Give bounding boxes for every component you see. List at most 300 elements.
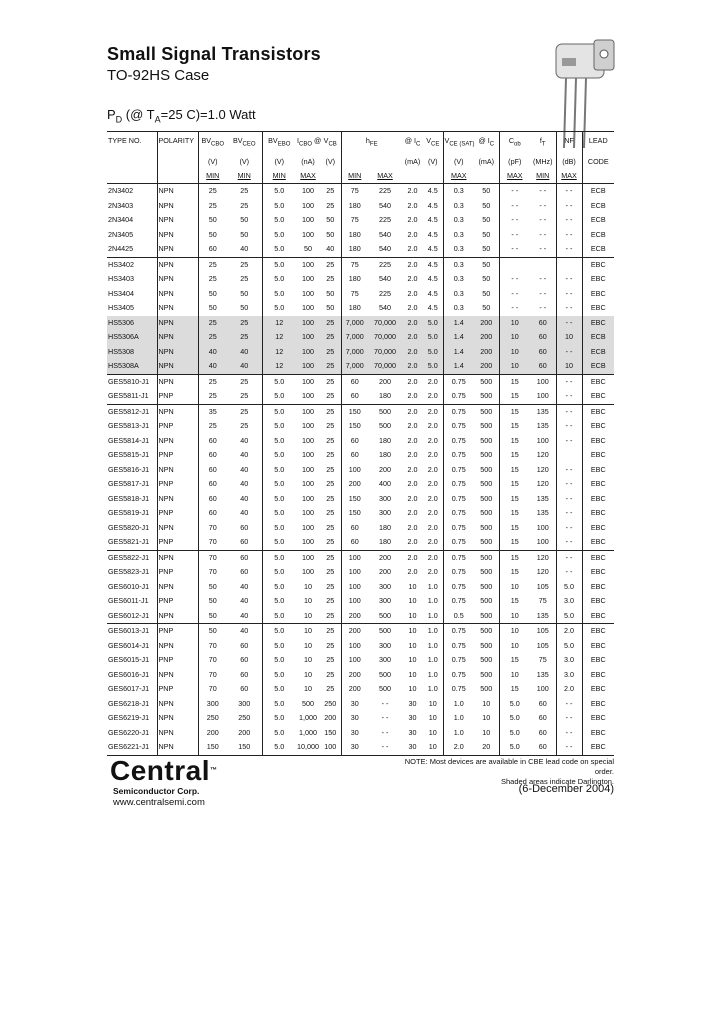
cell-ft: 135	[536, 508, 549, 517]
company-url[interactable]: www.centralsemi.com	[113, 797, 205, 808]
cell-polarity: NPN	[157, 213, 198, 228]
cell-type: GES6220-J1	[108, 727, 150, 737]
cell-type: HS3402	[108, 259, 134, 269]
cell-hfe-ic: 2.0	[407, 567, 418, 576]
cell-vcesat-ic: 500	[480, 493, 493, 503]
cell-vcesat-ic: 500	[480, 567, 493, 576]
cell-vcesat-ic: 50	[482, 229, 491, 239]
cell-cob: 10	[499, 345, 530, 360]
cell-icbo: 10	[304, 596, 312, 605]
cell-lead-code: EBC	[582, 609, 614, 624]
cell-bvceo: 250	[238, 713, 251, 722]
cell-hfe-max: - -	[381, 727, 389, 737]
cell-ft: 60	[538, 727, 547, 737]
cell-vce: 1.0	[427, 596, 438, 605]
cell-ft: 135	[536, 421, 549, 430]
cell-vcesat-ic: 50	[482, 186, 491, 195]
cell-nf: - -	[556, 419, 582, 434]
cell-bvcbo: 25	[198, 374, 227, 389]
cell-bvebo: 5.0	[262, 477, 296, 492]
table-row	[107, 434, 614, 449]
cell-bvcbo: 250	[198, 711, 227, 726]
cell-cob: 10	[499, 316, 530, 331]
cell-lead-code: ECB	[582, 242, 614, 257]
cell-nf: - -	[556, 492, 582, 507]
cell-hfe-min: 200	[341, 624, 368, 639]
cell-cob: 15	[499, 535, 530, 550]
cell-cob: 15	[499, 477, 530, 492]
cell-bvceo: 40	[240, 435, 249, 445]
cell-vcesat-ic: 500	[480, 626, 493, 635]
col-ft: $f_T$	[530, 132, 556, 156]
cell-type: GES5814-J1	[108, 435, 150, 445]
cell-vce: 2.0	[427, 479, 438, 488]
cell-icbo: 10	[304, 640, 312, 650]
cell-type: GES5821-J1	[107, 535, 157, 550]
cell-icbo: 100	[302, 406, 314, 416]
cell-cob: 15	[499, 550, 530, 565]
cell-polarity: PNP	[157, 653, 198, 668]
cell-lead-code: EBC	[582, 463, 614, 478]
cell-polarity: PNP	[157, 448, 198, 463]
cell-hfe-ic: 2.0	[407, 229, 418, 239]
cell-hfe-ic: 2.0	[402, 535, 423, 550]
cell-type: GES5819-J1	[108, 508, 150, 517]
cell-type: GES6221-J1	[107, 740, 157, 755]
cell-type: GES6218-J1	[108, 698, 150, 708]
cell-vcesat: 0.75	[443, 580, 474, 595]
cell-bvceo: 40	[240, 464, 249, 474]
cell-type: GES5812-J1	[108, 406, 150, 416]
cell-hfe-min: 60	[341, 535, 368, 550]
cell-polarity: NPN	[157, 639, 198, 654]
cell-vcesat: 2.0	[443, 740, 474, 755]
col-nf: NF	[556, 132, 582, 156]
cell-bvebo: 5.0	[262, 213, 296, 228]
cell-vcesat-ic: 20	[474, 740, 499, 755]
cell-bvebo: 5.0	[262, 272, 296, 287]
cell-icbo: 50	[296, 242, 320, 257]
cell-ft: 120	[536, 567, 549, 576]
cell-vcesat-ic: 500	[480, 640, 493, 650]
cell-ft: 120	[536, 450, 549, 459]
cell-vcb: 200	[324, 713, 337, 722]
cell-bvcbo: 70	[198, 565, 227, 580]
cell-ft: 100	[530, 535, 556, 550]
cell-bvebo: 5.0	[262, 506, 296, 521]
cell-cob: 10	[499, 668, 530, 683]
table-row	[107, 184, 614, 199]
table-row	[107, 697, 614, 712]
cell-hfe-max: - -	[381, 698, 389, 708]
cell-vcesat: 0.3	[443, 287, 474, 302]
cell-bvebo: 5.0	[262, 301, 296, 316]
cell-vcesat-ic: 50	[482, 288, 491, 298]
cell-vcesat: 0.3	[443, 301, 474, 316]
col-vcesat-ic: @ $I_C$	[474, 132, 499, 156]
cell-cob: 15	[499, 682, 530, 697]
cell-vcesat: 0.3	[443, 228, 474, 243]
cell-vce: 2.0	[427, 376, 438, 386]
cell-ft: 60	[530, 740, 556, 755]
cell-ft: 105	[536, 581, 549, 591]
cell-vcesat-ic: 500	[480, 522, 493, 532]
company-subtitle: Semiconductor Corp.	[113, 786, 200, 796]
cell-bvceo: 25	[240, 259, 249, 269]
cell-lead-code: EBC	[582, 389, 614, 404]
cell-ft: 75	[538, 655, 547, 664]
cell-vcesat-ic: 500	[480, 464, 493, 474]
cell-bvebo: 5.0	[262, 711, 296, 726]
cell-ft: - -	[539, 215, 547, 224]
cell-type: 2N3402	[108, 186, 134, 195]
cell-ft: 100	[536, 522, 549, 532]
cell-hfe-min: 150	[341, 404, 368, 419]
col-bvcbo: $BV_{CBO}$	[198, 132, 227, 156]
cell-hfe-min: 180	[341, 199, 368, 214]
cell-lead-code: EBC	[582, 639, 614, 654]
table-row	[107, 535, 614, 550]
cell-hfe-ic: 2.0	[402, 316, 423, 331]
cell-polarity: NPN	[157, 726, 198, 741]
cell-bvcbo: 35	[198, 404, 227, 419]
cell-hfe-ic: 10	[408, 655, 417, 664]
cell-hfe-min: 200	[341, 609, 368, 624]
table-row	[107, 316, 614, 331]
cell-bvebo: 5.0	[262, 184, 296, 199]
cell-hfe-max: 200	[379, 567, 391, 576]
cell-vce: 10	[428, 727, 437, 737]
header-row-labels	[107, 132, 614, 156]
cell-icbo: 10	[296, 609, 320, 624]
table-row	[107, 228, 614, 243]
table-row	[107, 565, 614, 580]
cell-bvebo: 5.0	[262, 535, 296, 550]
cell-vce: 2.0	[427, 406, 438, 416]
cell-vcesat: 0.3	[443, 213, 474, 228]
cell-polarity: NPN	[157, 359, 198, 374]
cell-icbo: 100	[302, 229, 314, 239]
cell-icbo: 100	[302, 303, 314, 312]
cell-icbo: 100	[296, 389, 320, 404]
cell-bvcbo: 25	[198, 184, 227, 199]
cell-vce: 2.0	[423, 389, 443, 404]
cell-hfe-min: 75	[341, 257, 368, 272]
cell-bvceo: 25	[240, 274, 249, 283]
cell-vcb: 25	[326, 421, 335, 430]
cell-vcb: 25	[326, 684, 335, 693]
cell-hfe-max: 500	[379, 669, 391, 679]
cell-vcesat-ic: 50	[482, 200, 491, 210]
cell-type: GES6016-J1	[108, 669, 150, 679]
cell-bvcbo: 50	[198, 301, 227, 316]
cell-hfe-min: 75	[341, 184, 368, 199]
table-row	[107, 242, 614, 257]
cell-bvceo: 40	[240, 626, 249, 635]
cell-vcesat: 0.3	[443, 272, 474, 287]
cell-polarity: NPN	[157, 242, 198, 257]
cell-bvebo: 5.0	[262, 609, 296, 624]
cell-icbo: 100	[302, 421, 314, 430]
cell-nf: - -	[556, 287, 582, 302]
cell-bvceo: 25	[240, 406, 249, 416]
cell-nf: 3.0	[556, 668, 582, 683]
table-row	[107, 492, 614, 507]
cell-hfe-min: 100	[341, 463, 368, 478]
cell-vcesat: 0.75	[443, 653, 474, 668]
cell-vcesat-ic: 200	[474, 345, 499, 360]
cell-ft: - -	[539, 200, 547, 210]
cell-type: GES5820-J1	[108, 522, 150, 532]
cell-lead-code: EBC	[582, 624, 614, 639]
cell-icbo: 10	[304, 669, 312, 679]
cell-vcb: 25	[326, 274, 335, 283]
cell-nf: - -	[556, 726, 582, 741]
cell-nf: 5.0	[556, 609, 582, 624]
cell-vce: 2.0	[427, 464, 438, 474]
cell-icbo: 1,000	[299, 727, 317, 737]
cell-bvceo: 60	[227, 535, 262, 550]
cell-vcesat-ic: 500	[480, 435, 493, 445]
cell-lead-code: EBC	[582, 740, 614, 755]
cell-vcb: 25	[320, 389, 341, 404]
cell-hfe-max: 225	[379, 288, 391, 298]
cell-bvceo: 25	[227, 316, 262, 331]
cell-vcesat: 1.4	[443, 316, 474, 331]
cell-ft: 105	[536, 640, 549, 650]
cell-bvebo: 5.0	[262, 726, 296, 741]
cell-hfe-max: 540	[379, 200, 391, 210]
cell-icbo: 10	[304, 655, 312, 664]
cell-bvceo: 50	[240, 288, 249, 298]
cell-nf: - -	[556, 697, 582, 712]
cell-bvebo: 12	[262, 316, 296, 331]
cell-bvceo: 40	[240, 493, 249, 503]
cell-type: 2N3404	[108, 215, 134, 224]
cell-lead-code: EBC	[582, 594, 614, 609]
cell-type: GES6015-J1	[108, 655, 150, 664]
cell-bvebo: 5.0	[262, 594, 296, 609]
cell-vcesat: 0.75	[443, 682, 474, 697]
cell-bvceo: 60	[240, 640, 249, 650]
cell-vcesat-ic: 500	[480, 684, 493, 693]
cell-polarity: NPN	[157, 374, 198, 389]
cell-vce: 4.5	[427, 303, 438, 312]
cell-bvcbo: 25	[198, 272, 227, 287]
col-vcesat: $V_{CE (SAT)}$	[443, 132, 474, 156]
cell-vcb: 25	[326, 186, 335, 195]
cell-lead-code: EBC	[582, 726, 614, 741]
col-cob: $C_{ob}$	[499, 132, 530, 156]
cell-vcb: 25	[326, 669, 335, 679]
cell-bvceo: 25	[227, 389, 262, 404]
cell-vcb: 25	[320, 359, 341, 374]
cell-polarity: PNP	[157, 506, 198, 521]
cell-vcesat-ic: 500	[480, 655, 493, 664]
cell-vcesat-ic: 500	[480, 376, 493, 386]
power-rating: $P_D$ (@ $T_A=25$ C)=1.0 Watt	[107, 107, 256, 125]
cell-bvebo: 5.0	[262, 199, 296, 214]
cell-ft: 105	[536, 626, 549, 635]
cell-polarity: PNP	[157, 682, 198, 697]
cell-cob: 15	[499, 653, 530, 668]
cell-bvebo: 5.0	[262, 448, 296, 463]
cell-cob: 15	[499, 594, 530, 609]
cell-hfe-ic: 30	[408, 727, 417, 737]
table-row	[107, 624, 614, 639]
cell-nf: - -	[556, 506, 582, 521]
table-row	[107, 463, 614, 478]
cell-hfe-ic: 2.0	[407, 435, 418, 445]
cell-vce: 5.0	[423, 316, 443, 331]
cell-vcb: 25	[326, 552, 335, 562]
cell-hfe-min: 100	[341, 550, 368, 565]
cell-hfe-max: 540	[379, 229, 391, 239]
table-row	[107, 419, 614, 434]
cell-polarity: PNP	[157, 594, 198, 609]
cell-type: GES6017-J1	[108, 684, 150, 693]
company-logo: Central™	[110, 755, 218, 786]
cell-vcb: 25	[326, 581, 335, 591]
cell-vce: 2.0	[423, 535, 443, 550]
cell-vcesat: 0.75	[443, 550, 474, 565]
cell-nf: - -	[556, 242, 582, 257]
cell-icbo: 100	[302, 215, 314, 224]
cell-vce: 1.0	[427, 626, 438, 635]
col-bvceo: $BV_{CEO}$	[227, 132, 262, 156]
cell-icbo: 100	[296, 330, 320, 345]
table-row	[107, 609, 614, 624]
cell-hfe-max: 180	[379, 450, 391, 459]
cell-vce: 10	[428, 713, 437, 722]
cell-vcesat-ic: 500	[480, 596, 493, 605]
cell-hfe-max: 225	[379, 259, 391, 269]
cell-ft: 135	[530, 609, 556, 624]
cell-bvceo: 40	[240, 450, 249, 459]
cell-icbo: 100	[302, 552, 314, 562]
cell-cob: 5.0	[499, 740, 530, 755]
table-row	[107, 287, 614, 302]
cell-lead-code: EBC	[582, 492, 614, 507]
cell-cob: - -	[499, 199, 530, 214]
cell-hfe-ic: 2.0	[407, 259, 418, 269]
cell-hfe-max: - -	[381, 713, 389, 722]
cell-bvcbo: 70	[198, 535, 227, 550]
cell-lead-code: EBC	[582, 434, 614, 449]
cell-polarity: NPN	[157, 609, 198, 624]
table-row	[107, 389, 614, 404]
cell-hfe-max: 225	[379, 186, 391, 195]
cell-bvcbo: 50	[198, 228, 227, 243]
cell-vcb: 100	[320, 740, 341, 755]
cell-bvcbo: 25	[198, 257, 227, 272]
cell-type: GES6014-J1	[108, 640, 150, 650]
cell-hfe-ic: 2.0	[407, 186, 418, 195]
cell-bvceo: 40	[240, 508, 249, 517]
cell-cob: - -	[499, 287, 530, 302]
table-row	[107, 668, 614, 683]
cell-hfe-ic: 2.0	[407, 464, 418, 474]
cell-cob: - -	[499, 228, 530, 243]
cell-hfe-ic: 2.0	[407, 215, 418, 224]
cell-ft: - -	[539, 229, 547, 239]
cell-hfe-max: 200	[379, 552, 391, 562]
cell-vcb: 25	[326, 464, 335, 474]
cell-bvcbo: 60	[198, 434, 227, 449]
cell-lead-code: ECB	[582, 199, 614, 214]
cell-bvcbo: 50	[198, 213, 227, 228]
cell-vcesat: 0.75	[443, 419, 474, 434]
cell-vcb: 25	[326, 655, 335, 664]
cell-vcesat: 0.75	[443, 521, 474, 536]
cell-ft: 135	[536, 493, 549, 503]
table-row	[107, 477, 614, 492]
cell-hfe-max: 500	[379, 406, 391, 416]
cell-icbo: 500	[302, 698, 314, 708]
cell-hfe-ic: 10	[408, 581, 417, 591]
cell-hfe-max: 180	[368, 389, 402, 404]
cell-nf: - -	[556, 184, 582, 199]
cell-ft: 60	[530, 330, 556, 345]
cell-icbo: 100	[302, 186, 314, 195]
cell-hfe-min: 60	[341, 434, 368, 449]
cell-vce: 4.5	[427, 288, 438, 298]
cell-vcesat-ic: 10	[482, 713, 491, 722]
cell-ft: 135	[536, 406, 549, 416]
cell-vcb: 25	[326, 450, 335, 459]
cell-bvcbo: 70	[198, 550, 227, 565]
cell-hfe-max: 70,000	[368, 330, 402, 345]
cell-bvebo: 5.0	[262, 228, 296, 243]
cell-hfe-max: 180	[379, 522, 391, 532]
cell-lead-code: ECB	[582, 213, 614, 228]
cell-vcesat-ic: 500	[474, 535, 499, 550]
cell-bvcbo: 40	[198, 359, 227, 374]
cell-vcesat: 0.75	[443, 434, 474, 449]
cell-bvebo: 5.0	[262, 257, 296, 272]
cell-hfe-max: 540	[368, 242, 402, 257]
cell-cob: 10	[499, 609, 530, 624]
cell-vcesat: 0.75	[443, 374, 474, 389]
cell-icbo: 100	[302, 464, 314, 474]
cell-bvcbo: 70	[198, 639, 227, 654]
cell-bvebo: 5.0	[262, 740, 296, 755]
cell-bvebo: 5.0	[262, 668, 296, 683]
cell-vce: 4.5	[427, 274, 438, 283]
cell-vcesat-ic: 10	[482, 698, 491, 708]
cell-hfe-min: 200	[341, 477, 368, 492]
cell-bvceo: 25	[240, 421, 249, 430]
cell-polarity: NPN	[157, 272, 198, 287]
cell-polarity: NPN	[157, 521, 198, 536]
cell-type: HS3405	[108, 303, 134, 312]
cell-type: GES5818-J1	[108, 493, 150, 503]
cell-cob: - -	[499, 184, 530, 199]
cell-ft: 60	[530, 359, 556, 374]
cell-icbo: 10	[304, 684, 312, 693]
col-type: TYPE NO.	[107, 132, 157, 156]
cell-vcesat: 1.4	[443, 330, 474, 345]
cell-ft: 75	[538, 596, 547, 605]
cell-hfe-ic: 2.0	[407, 522, 418, 532]
cell-hfe-min: 7,000	[341, 316, 368, 331]
cell-bvebo: 5.0	[262, 492, 296, 507]
cell-icbo: 100	[302, 288, 314, 298]
cell-vcb: 25	[326, 626, 335, 635]
cell-type: GES5815-J1	[108, 450, 150, 459]
cell-hfe-ic: 2.0	[407, 552, 418, 562]
cell-vce: 5.0	[423, 359, 443, 374]
